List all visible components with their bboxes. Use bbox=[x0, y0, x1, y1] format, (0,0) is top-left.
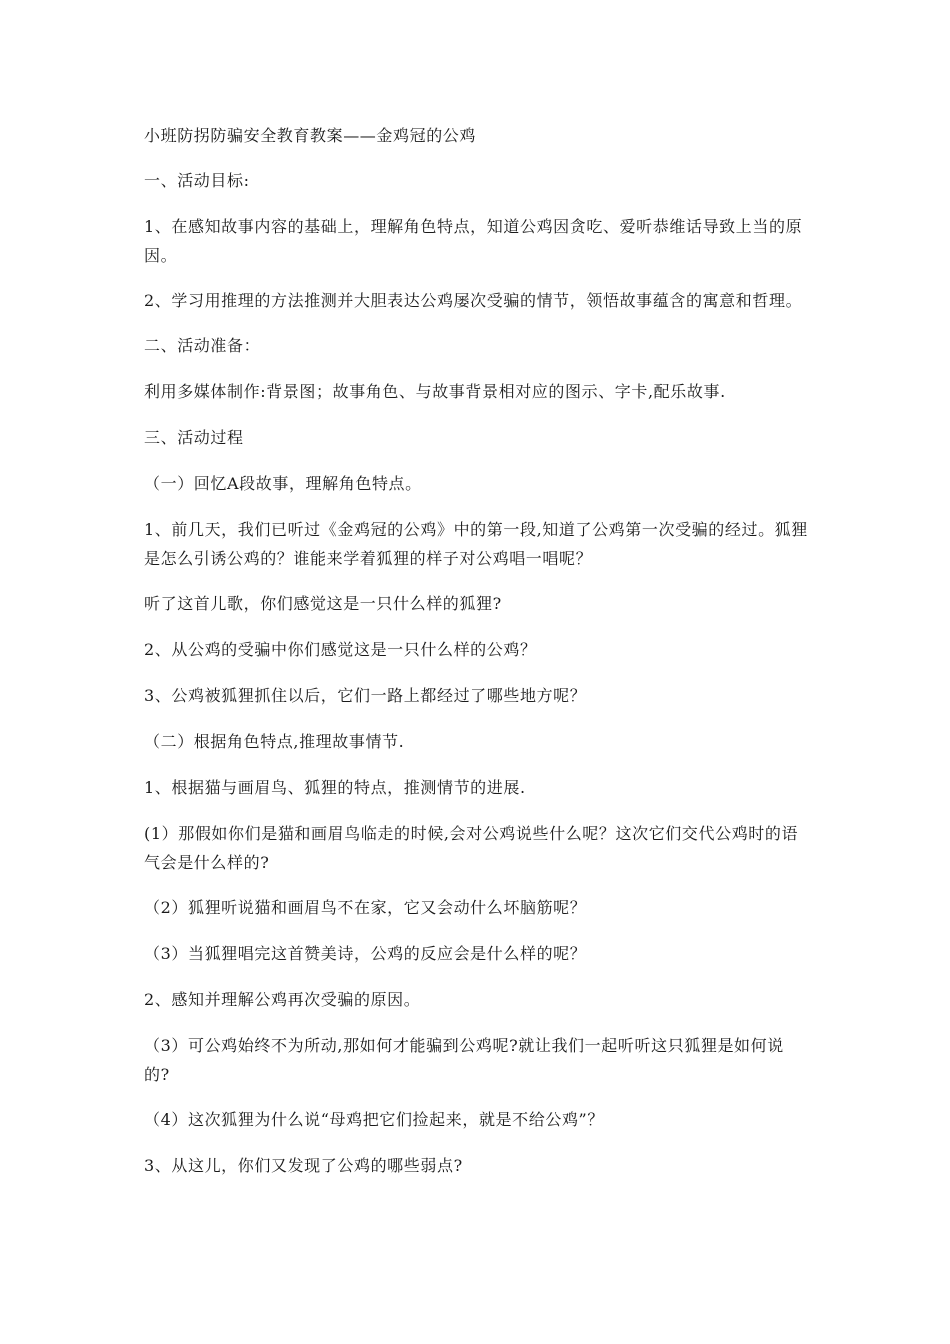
process-question: 听了这首儿歌，你们感觉这是一只什么样的狐狸? bbox=[144, 594, 502, 613]
document-title: 小班防拐防骗安全教育教案——金鸡冠的公鸡 bbox=[144, 126, 477, 145]
goal-item-1: 1、在感知故事内容的基础上，理解角色特点，知道公鸡因贪吃、爱听恭维话导致上当的原因。 bbox=[144, 217, 803, 265]
section-heading-goals: 一、活动目标: bbox=[144, 171, 250, 190]
process-item-2: 2、从公鸡的受骗中你们感觉这是一只什么样的公鸡？ bbox=[144, 640, 537, 659]
reasoning-item-1: 1、根据猫与画眉鸟、狐狸的特点，推测情节的进展. bbox=[144, 778, 526, 797]
reasoning-sub-1: (1）那假如你们是猫和画眉鸟临走的时候,会对公鸡说些什么呢？这次它们交代公鸡时的语气会是什么样的? bbox=[144, 824, 799, 872]
document-body bbox=[144, 121, 808, 1180]
subsection-heading-1: （一）回忆A段故事，理解角色特点。 bbox=[144, 474, 422, 493]
reasoning-sub-4: （4）这次狐狸为什么说“母鸡把它们捡起来，就是不给公鸡”？ bbox=[144, 1110, 604, 1129]
reasoning-sub-3: （3）当狐狸唱完这首赞美诗，公鸡的反应会是什么样的呢？ bbox=[144, 944, 587, 963]
goal-item-2: 2、学习用推理的方法推测并大胆表达公鸡屡次受骗的情节，领悟故事蕴含的寓意和哲理。 bbox=[144, 291, 803, 310]
reasoning-item-3: 3、从这儿，你们又发现了公鸡的哪些弱点? bbox=[144, 1156, 463, 1175]
section-heading-process: 三、活动过程 bbox=[144, 428, 244, 447]
subsection-heading-2: （二）根据角色特点,推理故事情节. bbox=[144, 732, 405, 751]
reasoning-sub-3b: （3）可公鸡始终不为所动,那如何才能骗到公鸡呢?就让我们一起听听这只狐狸是如何说的? bbox=[144, 1036, 784, 1084]
reasoning-item-2: 2、感知并理解公鸡再次受骗的原因。 bbox=[144, 990, 421, 1009]
process-item-3: 3、公鸡被狐狸抓住以后，它们一路上都经过了哪些地方呢？ bbox=[144, 686, 587, 705]
process-item-1: 1、前几天，我们已听过《金鸡冠的公鸡》中的第一段,知道了公鸡第一次受骗的经过。狐狸是怎么引诱公鸡的？谁能来学着狐狸的样子对公鸡唱一唱呢？ bbox=[144, 520, 808, 568]
preparation-text: 利用多媒体制作:背景图；故事角色、与故事背景相对应的图示、字卡,配乐故事. bbox=[144, 382, 726, 401]
section-heading-preparation: 二、活动准备： bbox=[144, 336, 261, 355]
reasoning-sub-2: （2）狐狸听说猫和画眉鸟不在家，它又会动什么坏脑筋呢？ bbox=[144, 898, 587, 917]
